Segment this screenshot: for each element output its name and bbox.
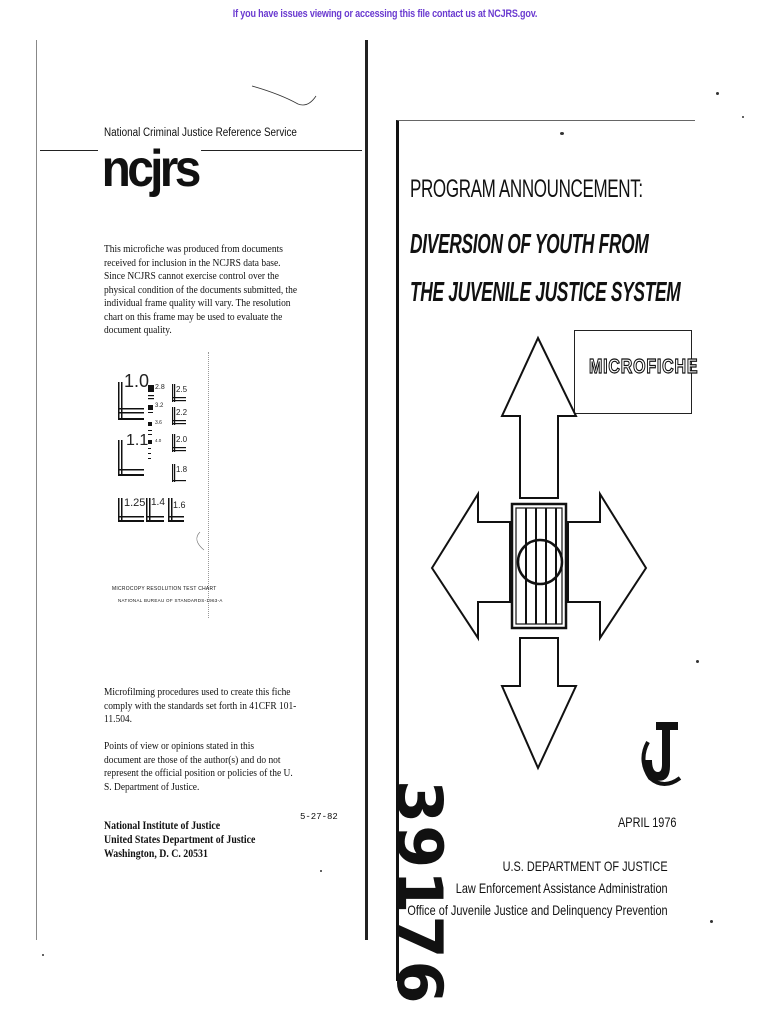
handwritten-accession-number: 39176	[383, 780, 456, 1006]
speck	[42, 954, 44, 956]
department-line: Office of Juvenile Justice and Delinquency Prevention	[407, 902, 668, 918]
address-line: United States Department of Justice	[104, 832, 256, 846]
res-label: 1.1	[126, 432, 149, 449]
res-label: 1.25	[124, 497, 146, 509]
speck	[716, 92, 719, 95]
resolution-chart	[100, 352, 209, 618]
address-line: Washington, D. C. 20531	[104, 846, 208, 860]
res-label: 1.4	[151, 497, 165, 508]
standards-paragraph: Microfilming procedures used to create this fiche comply with the standards set forth in 41CFR 101-11.504.	[104, 686, 297, 725]
publication-date: APRIL 1976	[618, 814, 677, 830]
res-label: 2.2	[176, 408, 188, 417]
scratch-mark	[250, 82, 330, 112]
disclaimer-paragraph: Points of view or opinions stated in this document are those of the author(s) and do not represent the official position or policies of the U. S. Department of Justice.	[104, 740, 293, 793]
res-label: 4.0	[155, 438, 162, 443]
speck	[560, 132, 564, 135]
res-label: 2.5	[176, 385, 188, 394]
speck	[710, 920, 713, 923]
res-label: 1.0	[124, 371, 150, 391]
department-line: Law Enforcement Assistance Administration	[456, 880, 668, 896]
title-line-2: THE JUVENILE JUSTICE SYSTEM	[410, 276, 681, 307]
res-label: 3.6	[155, 420, 162, 426]
program-label: PROGRAM ANNOUNCEMENT:	[410, 175, 643, 203]
speck	[320, 870, 322, 872]
date-stamp: 5-27-82	[300, 812, 338, 822]
res-label: 2.8	[155, 384, 165, 391]
intro-paragraph: This microfiche was produced from documents received for inclusion in the NCJRS data base. Since NCJRS cannot exercise control over the physical condition of the documents submitted, the individual frame quality will vary. The resolution chart on this frame may be used to evaluate the document quality.	[104, 243, 298, 336]
res-label: 2.0	[176, 435, 188, 444]
institute-address	[104, 818, 255, 860]
res-label: 1.6	[173, 500, 186, 510]
title-line-1: DIVERSION OF YOUTH FROM	[410, 228, 649, 259]
address-line: National Institute of Justice	[104, 818, 221, 832]
contact-banner[interactable]: If you have issues viewing or accessing this file contact us at NCJRS.gov.	[232, 8, 538, 20]
res-label: 3.2	[155, 403, 164, 409]
resolution-chart-caption-sub: NATIONAL BUREAU OF STANDARDS-1963-A	[118, 598, 223, 603]
speck	[696, 660, 699, 663]
cj-logo-icon	[640, 720, 686, 790]
microfiche-label: MICROFICHE	[589, 356, 699, 378]
service-name: National Criminal Justice Reference Service	[104, 127, 297, 139]
ncjrs-logo: ncjrs	[98, 143, 201, 195]
res-label: 1.8	[176, 465, 188, 474]
four-arrow-emblem	[428, 334, 678, 784]
speck	[742, 116, 744, 118]
department-line: U.S. DEPARTMENT OF JUSTICE	[502, 858, 668, 874]
resolution-chart-caption: MICROCOPY RESOLUTION TEST CHART	[112, 586, 217, 592]
